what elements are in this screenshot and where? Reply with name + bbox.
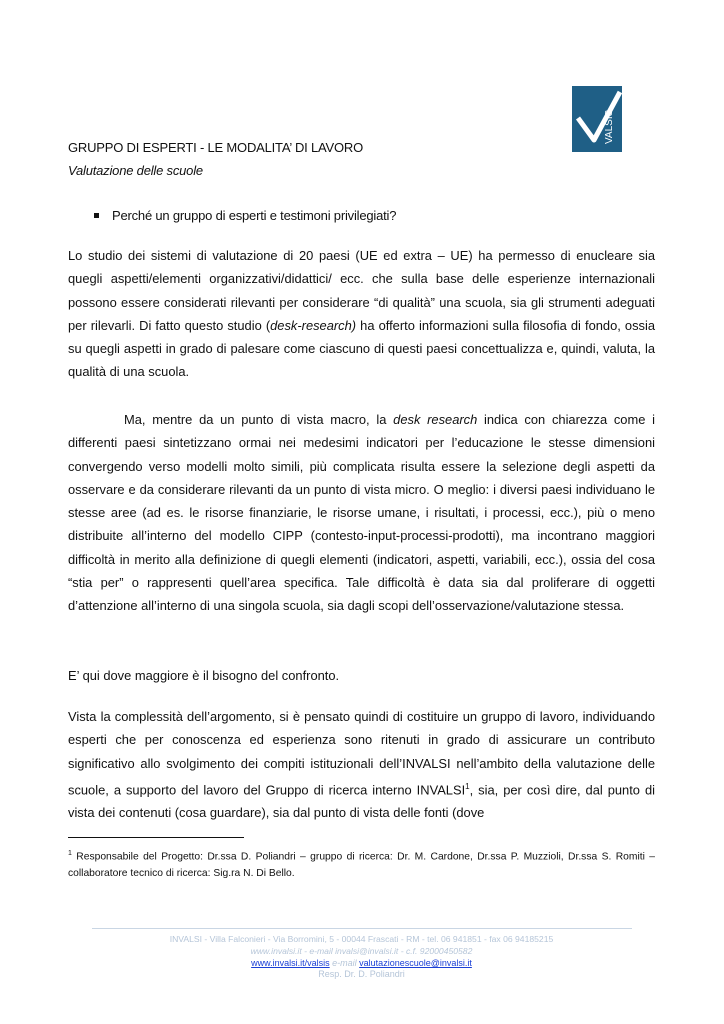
valsis-logo-mark: [572, 86, 622, 152]
footnote-text: Responsabile del Progetto: Dr.ssa D. Poliandri – gruppo di ricerca: Dr. M. Cardone, Dr.ssa P. Muzzioli, Dr.ssa S. Romiti – collaboratore tecnico di ricerca: Sig.ra N. Di Bello.: [68, 851, 655, 880]
logo-text: VALSIS: [604, 109, 615, 144]
paragraph-1: [68, 244, 655, 384]
footer-responsible: Resp. Dr. D. Poliandri: [318, 969, 405, 979]
email-label: e-mail: [329, 958, 360, 968]
bullet-question: [94, 208, 396, 223]
footer-contacts: www.invalsi.it - e-mail invalsi@invalsi.it - c.f. 92000450582: [250, 946, 473, 956]
document-subtitle: Valutazione delle scuole: [68, 163, 203, 178]
p4-text-b: , sia, per così dire, dal punto di vista dei contenuti (cosa guardare), sia dal punto di vista delle fonti (dove: [68, 782, 655, 821]
footer-links: [68, 958, 655, 968]
valsis-link[interactable]: www.invalsi.it/valsis: [251, 958, 330, 968]
valsis-logo: [572, 86, 622, 152]
p1-emphasis: desk-research): [270, 317, 357, 333]
footer-separator: [92, 928, 632, 929]
p2-text-b: indica con chiarezza come i differenti paesi sintetizzano ormai nei medesimi indicatori per l’educazione le stesse dimensioni convergendo verso modelli molto simili, più complicata risulta essere la selezione degli aspetti da osservare e da considerare rilevanti da un punto di vista micro. O meglio: i diversi paesi individuano le stesse aree (ad es. le risorse finanziarie, le risorse umane, i risultati, i processi, ecc.), più o meno distribuite all’interno del modello CIPP (contesto-input-processi-prodotti), ma incontrano maggiori difficoltà in merito alla definizione di quegli elementi (indicatori, aspetti, variabili, ecc.), ossia del cosa “stia per” o rappresenti quell’area specifica. Tale difficoltà è data sia dal proliferare di oggetti d’attenzione all’interno di una singola scuola, sia dagli scopi dell’osservazione/valutazione stessa.: [68, 412, 655, 614]
document-title: GRUPPO DI ESPERTI - LE MODALITA’ DI LAVORO: [68, 140, 363, 155]
p2-text-a: Ma, mentre da un punto di vista macro, la: [124, 412, 394, 427]
square-bullet-icon: [94, 213, 99, 218]
footer-address: INVALSI - Villa Falconieri - Via Borromini, 5 - 00044 Frascati - RM - tel. 06 941851 - fax 06 94185215: [169, 934, 554, 944]
footnote: [68, 845, 655, 882]
p4-footnote-ref: 1: [465, 781, 470, 791]
p2-emphasis: desk research: [393, 412, 478, 427]
email-link[interactable]: valutazionescuole@invalsi.it: [359, 958, 472, 968]
paragraph-2: [68, 408, 655, 618]
p1-text-a: Lo studio dei sistemi di valutazione di 20 paesi (UE ed extra – UE) ha permesso di enucleare sia quegli aspetti/elementi organizzativi/didattici/ ecc. che sulla base delle esperienze internazionali possono essere considerati rilevanti per considerare “di qualità” una scuola, sia gli strumenti adeguati per rilevarli. Di fatto questo studio (: [68, 248, 655, 333]
p1-text-b: ha offerto informazioni sulla filosofia di fondo, ossia su quegli aspetti in grado di palesare come ciascuno di questi paesi concettualizza e, quindi, valuta, la qualità di una scuola.: [68, 317, 655, 380]
bullet-text: Perché un gruppo di esperti e testimoni privilegiati?: [112, 208, 397, 223]
p4-text-a: Vista la complessità dell’argomento, si è pensato quindi di costituire un gruppo di lavoro, individuando esperti che per conoscenza ed esperienza sono ritenuti in grado di assicurare un contributo significativo allo svolgimento dei compiti istituzionali dell’INVALSI nell’ambito della valutazione delle scuole, a supporto del lavoro del Gruppo di ricerca interno INVALSI: [68, 709, 655, 798]
footnote-separator: [68, 837, 244, 838]
footnote-number: 1: [68, 850, 72, 857]
paragraph-3: E’ qui dove maggiore è il bisogno del confronto.: [68, 668, 340, 683]
paragraph-4: [68, 705, 655, 825]
